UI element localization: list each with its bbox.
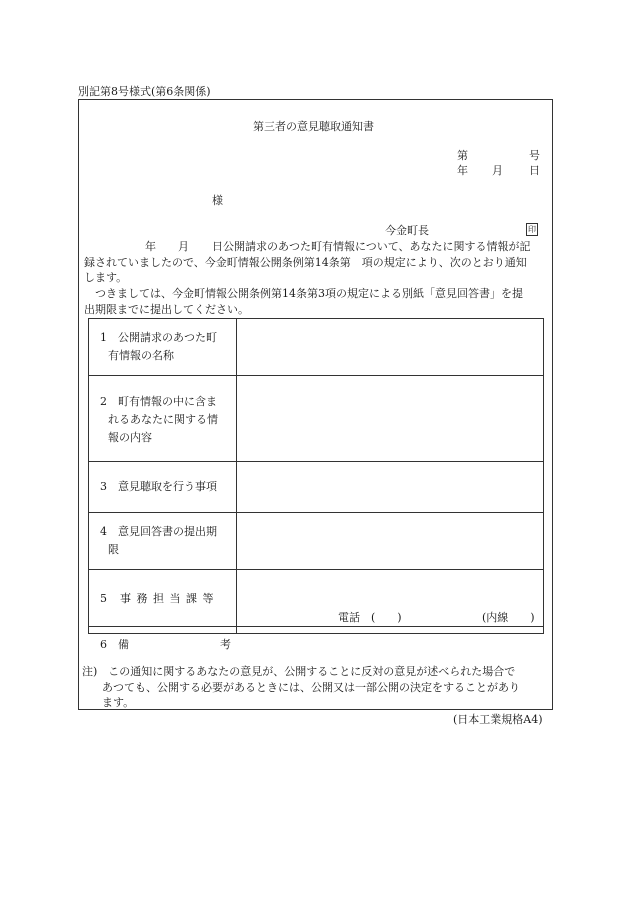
row-1-label-line-2: 有情報の名称 — [108, 349, 174, 362]
row-1-label-line-1: 1 公開請求のあつた町 — [100, 331, 217, 344]
row-4-value[interactable] — [237, 513, 543, 569]
number-prefix: 第 — [457, 149, 468, 162]
row-6-label-end: 考 — [220, 638, 231, 651]
body-line-2: 録されていましたので、今金町情報公開条例第14条第 項の規定により、次のとおり通知 — [84, 256, 527, 269]
row-2-label-line-2: れるあなたに関する情 — [108, 413, 218, 426]
addressee-honorific: 様 — [212, 194, 223, 207]
body-line-3: します。 — [84, 271, 128, 284]
date-year: 年 — [457, 164, 468, 177]
body-line-1-month: 月 — [178, 240, 189, 253]
row-6-label-start: 6 備 — [100, 638, 129, 651]
document-title: 第三者の意見聴取通知書 — [253, 120, 374, 133]
row-3-value[interactable] — [237, 462, 543, 512]
row-4-label-line-2: 限 — [108, 543, 119, 556]
seal-mark: 印 — [528, 225, 536, 234]
table-row-divider — [88, 569, 544, 570]
row-2-value[interactable] — [237, 376, 543, 461]
number-suffix: 号 — [529, 149, 540, 162]
row-1-label — [100, 329, 217, 365]
row-2-label-line-3: 報の内容 — [108, 431, 152, 444]
row-4-label — [100, 523, 217, 559]
note-line-1: 注) この通知に関するあなたの意見が、公開することに反対の意見が述べられた場合で — [82, 665, 516, 678]
row-3-label: 3 意見聴取を行う事項 — [100, 480, 217, 493]
row-5-label: 5 事 務 担 当 課 等 — [100, 592, 215, 605]
sender-name: 今金町長 — [385, 224, 429, 237]
body-line-1-year: 年 — [145, 240, 156, 253]
row-6-value[interactable] — [237, 627, 543, 633]
body-line-1-rest: 日公開請求のあつた町有情報について、あなたに関する情報が記 — [212, 240, 531, 253]
form-reference: 別記第8号様式(第6条関係) — [78, 85, 211, 98]
row-5-extension: (内線 ) — [482, 611, 535, 624]
body-line-4: つきましては、今金町情報公開条例第14条第3項の規定による別紙「意見回答書」を提 — [95, 287, 523, 300]
paper-size-note: (日本工業規格A4) — [453, 713, 543, 726]
note-line-3: ます。 — [102, 696, 135, 709]
date-day: 日 — [529, 164, 540, 177]
body-line-5: 出期限までに提出してください。 — [84, 303, 249, 316]
date-month: 月 — [492, 164, 503, 177]
row-2-label — [100, 393, 218, 447]
row-1-value[interactable] — [237, 319, 543, 375]
row-2-label-line-1: 2 町有情報の中に含ま — [100, 395, 217, 408]
row-5-phone: 電話 ( ) — [338, 611, 402, 624]
note-line-2: あつても、公開する必要があるときには、公開又は一部公開の決定をすることがあり — [102, 681, 520, 694]
row-4-label-line-1: 4 意見回答書の提出期 — [100, 525, 217, 538]
